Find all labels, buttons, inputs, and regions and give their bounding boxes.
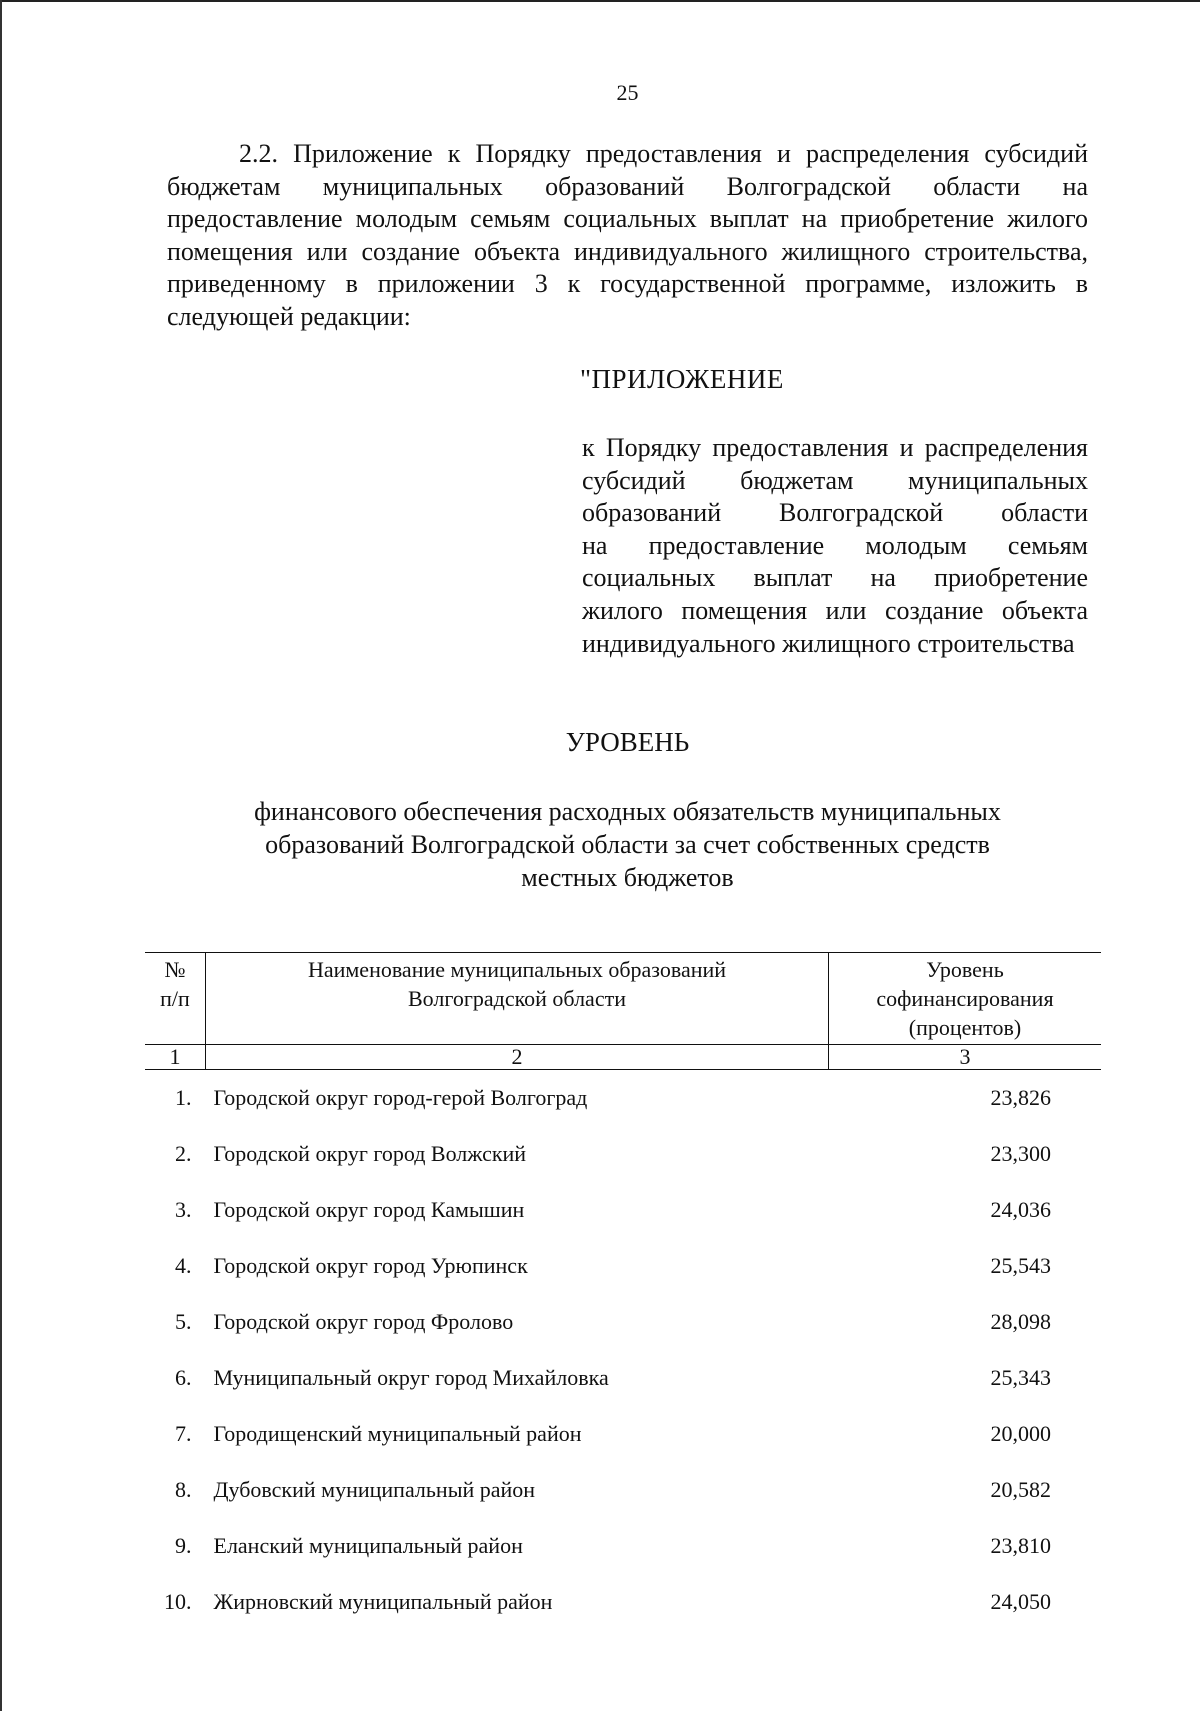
row-index: 4. (175, 1253, 192, 1278)
header-number-line: п/п (160, 986, 190, 1011)
column-number: 2 (206, 1045, 829, 1070)
header-level-line: (процентов) (908, 1015, 1022, 1040)
cofinancing-table (145, 952, 1101, 1630)
document-subtitle-line: местных бюджетов (521, 863, 734, 892)
column-number: 3 (829, 1045, 1102, 1070)
table-row (145, 1462, 1101, 1518)
row-index: 7. (175, 1421, 192, 1446)
row-index: 2. (175, 1141, 192, 1166)
column-number: 1 (145, 1045, 206, 1070)
intro-paragraph: 2.2. Приложение к Порядку предоставления и распределения субсидий бюджетам муниципальных образований Волгоградской области на предоставление молодым семьям социальных выплат на приобретение жилого помещения или создание объекта индивидуального жилищного строительства, приведенному в приложении 3 к государственной программе, изложить в следующей редакции: (167, 139, 1088, 331)
table-row (145, 1294, 1101, 1350)
table-row (145, 1574, 1101, 1630)
table-row (145, 1182, 1101, 1238)
document-subtitle (0, 795, 1200, 894)
appendix-subtitle-line: субсидий бюджетам муниципальных (582, 465, 1088, 495)
row-index: 10. (164, 1589, 192, 1614)
header-name-line: Волгоградской области (408, 986, 626, 1011)
row-index: 6. (175, 1365, 192, 1390)
row-name: Городской округ город Урюпинск (213, 1253, 528, 1278)
column-number-row (145, 1045, 1101, 1070)
table-row (145, 1126, 1101, 1182)
scan-edge-top (0, 0, 1200, 2)
row-name: Городской округ город Фролово (213, 1309, 514, 1334)
header-level-line: Уровень (926, 957, 1004, 982)
header-number-line: № (164, 957, 186, 982)
page-number: 25 (616, 80, 639, 105)
row-value: 20,582 (990, 1477, 1051, 1502)
document-title: УРОВЕНЬ (565, 727, 690, 757)
row-name: Городской округ город Волжский (213, 1141, 527, 1166)
appendix-title: "ПРИЛОЖЕНИЕ (580, 364, 784, 394)
row-value: 24,036 (990, 1197, 1051, 1222)
table-row (145, 1406, 1101, 1462)
row-value: 28,098 (990, 1309, 1051, 1334)
row-index: 9. (175, 1533, 192, 1558)
row-index: 3. (175, 1197, 192, 1222)
table-row (145, 1518, 1101, 1574)
header-name (206, 953, 829, 1045)
row-value: 25,343 (990, 1365, 1051, 1390)
header-level-line: софинансирования (876, 986, 1054, 1011)
row-name: Дубовский муниципальный район (213, 1477, 536, 1502)
appendix-subtitle-line: жилого помещения или создание объекта (582, 595, 1088, 625)
appendix-subtitle-line: на предоставление молодым семьям (582, 530, 1088, 560)
row-value: 23,300 (990, 1141, 1051, 1166)
row-name: Жирновский муниципальный район (213, 1589, 553, 1614)
row-value: 24,050 (990, 1589, 1051, 1614)
row-name: Еланский муниципальный район (213, 1533, 523, 1558)
row-name: Городской округ город Камышин (213, 1197, 525, 1222)
table-row (145, 1070, 1101, 1127)
row-value: 25,543 (990, 1253, 1051, 1278)
appendix-subtitle-line: социальных выплат на приобретение (582, 563, 1088, 593)
table-row (145, 1238, 1101, 1294)
appendix-subtitle-line: образований Волгоградской области (582, 498, 1088, 528)
appendix-subtitle-line: к Порядку предоставления и распределения (582, 433, 1088, 462)
row-name: Городской округ город-герой Волгоград (213, 1085, 588, 1110)
row-index: 5. (175, 1309, 192, 1334)
appendix-subtitle-line: индивидуального жилищного строительства (582, 628, 1075, 658)
document-subtitle-line: образований Волгоградской области за счет собственных средств (265, 830, 990, 859)
appendix-subtitle (582, 432, 1088, 660)
row-name: Муниципальный округ город Михайловка (213, 1365, 609, 1390)
header-number (145, 953, 206, 1045)
row-value: 23,810 (990, 1533, 1051, 1558)
row-name: Городищенский муниципальный район (213, 1421, 582, 1446)
row-value: 23,826 (990, 1085, 1051, 1110)
header-level (829, 953, 1102, 1045)
document-subtitle-line: финансового обеспечения расходных обязательств муниципальных (254, 797, 1001, 826)
row-index: 8. (175, 1477, 192, 1502)
row-value: 20,000 (990, 1421, 1051, 1446)
header-name-line: Наименование муниципальных образований (307, 957, 727, 982)
table-row (145, 1350, 1101, 1406)
row-index: 1. (175, 1085, 192, 1110)
table-header-row (145, 953, 1101, 1045)
